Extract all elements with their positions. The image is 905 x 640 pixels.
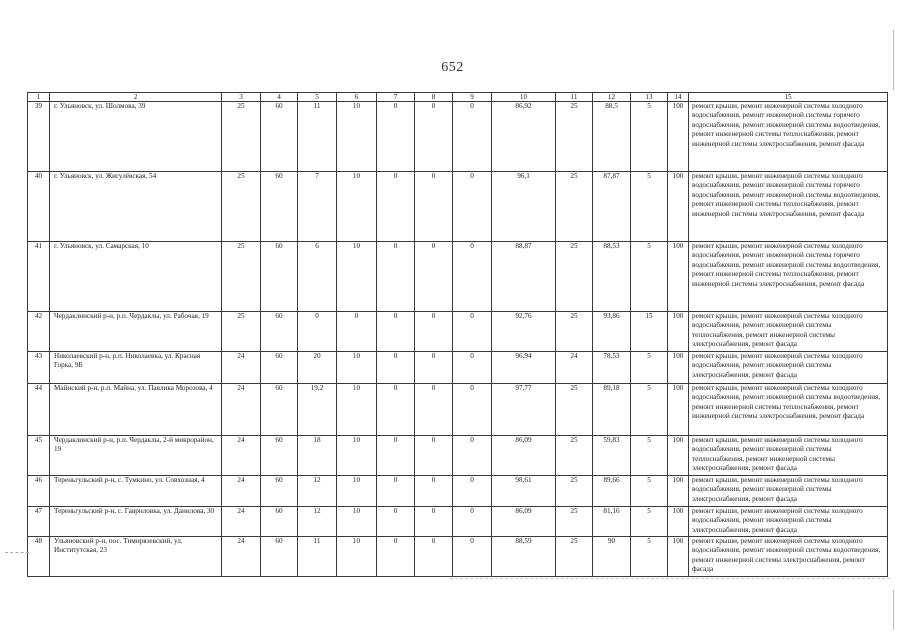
table-cell: 10 <box>337 242 377 312</box>
table-cell: 0 <box>415 172 453 242</box>
row-number: 46 <box>28 476 50 507</box>
address-cell: Чердаклинский р-н, р.п. Чердаклы, 2-й микрорайон, 19 <box>50 436 222 476</box>
table-cell: 10 <box>337 352 377 384</box>
table-header-row <box>28 93 888 102</box>
address-cell: Майнский р-н, р.п. Майна, ул. Павлика Морозова, 4 <box>50 384 222 436</box>
table-cell: 0 <box>415 242 453 312</box>
table-row <box>28 476 888 507</box>
table-cell: 0 <box>377 102 415 172</box>
table-cell: 0 <box>453 507 492 537</box>
table-row <box>28 102 888 172</box>
table-cell: 10 <box>337 537 377 577</box>
column-number: 4 <box>261 93 298 102</box>
table-cell: 0 <box>415 507 453 537</box>
works-description-cell: ремонт крыши, ремонт инженерной системы холодного водоснабжения, ремонт инженерной системы теплоснабжения, ремонт инженерной системы электроснабжения, ремонт фасада <box>689 436 888 476</box>
table-row <box>28 172 888 242</box>
table-cell: 24 <box>222 537 261 577</box>
column-number: 15 <box>689 93 888 102</box>
table-row <box>28 436 888 476</box>
scan-artifact <box>893 30 894 90</box>
table-cell: 10 <box>337 384 377 436</box>
table-cell: 24 <box>222 384 261 436</box>
works-description-cell: ремонт крыши, ремонт инженерной системы холодного водоснабжения, ремонт инженерной системы электроснабжения, ремонт фасада <box>689 352 888 384</box>
table-cell: 5 <box>631 242 668 312</box>
table-cell: 78,53 <box>593 352 631 384</box>
row-number: 48 <box>28 537 50 577</box>
scan-artifact <box>5 552 29 553</box>
table-cell: 60 <box>261 476 298 507</box>
table-cell: 19,2 <box>298 384 337 436</box>
table-cell: 96,94 <box>492 352 556 384</box>
table-cell: 88,87 <box>492 242 556 312</box>
table-cell: 60 <box>261 436 298 476</box>
table-cell: 25 <box>556 384 593 436</box>
column-number: 3 <box>222 93 261 102</box>
table-cell: 25 <box>222 312 261 352</box>
table-cell: 98,61 <box>492 476 556 507</box>
column-number: 7 <box>377 93 415 102</box>
table-cell: 89,66 <box>593 476 631 507</box>
row-number: 42 <box>28 312 50 352</box>
table-cell: 0 <box>415 102 453 172</box>
table-cell: 25 <box>556 242 593 312</box>
table-cell: 24 <box>222 436 261 476</box>
table-cell: 15 <box>631 312 668 352</box>
table-cell: 25 <box>556 537 593 577</box>
table-cell: 0 <box>415 352 453 384</box>
table-cell: 10 <box>337 476 377 507</box>
column-number: 5 <box>298 93 337 102</box>
address-cell: г. Ульяновск, ул. Самарская, 10 <box>50 242 222 312</box>
table-cell: 0 <box>415 476 453 507</box>
works-description-cell: ремонт крыши, ремонт инженерной системы холодного водоснабжения, ремонт инженерной системы водоотведения, ремонт инженерной системы теплоснабжения, ремонт инженерной системы электроснабжения, ремонт фасада <box>689 384 888 436</box>
table-cell: 24 <box>222 476 261 507</box>
address-cell: Чердаклинский р-н, р.п. Чердаклы, ул. Рабочая, 19 <box>50 312 222 352</box>
table-cell: 5 <box>631 102 668 172</box>
table-cell: 0 <box>415 436 453 476</box>
table-cell: 0 <box>377 312 415 352</box>
table-cell: 0 <box>377 476 415 507</box>
table-cell: 25 <box>556 102 593 172</box>
table-cell: 25 <box>556 507 593 537</box>
table-cell: 60 <box>261 102 298 172</box>
table-cell: 24 <box>222 352 261 384</box>
table-row <box>28 312 888 352</box>
works-description-cell: ремонт крыши, ремонт инженерной системы холодного водоснабжения, ремонт инженерной системы электроснабжения, ремонт фасада <box>689 476 888 507</box>
table-cell: 0 <box>453 172 492 242</box>
works-description-cell: ремонт крыши, ремонт инженерной системы холодного водоснабжения, ремонт инженерной системы теплоснабжения, ремонт инженерной системы электроснабжения, ремонт фасада <box>689 312 888 352</box>
table-cell: 87,87 <box>593 172 631 242</box>
table-cell: 25 <box>556 312 593 352</box>
table-cell: 81,16 <box>593 507 631 537</box>
row-number: 41 <box>28 242 50 312</box>
table-cell: 11 <box>298 537 337 577</box>
table-cell: 7 <box>298 172 337 242</box>
table-cell: 60 <box>261 537 298 577</box>
table-cell: 10 <box>337 436 377 476</box>
table-cell: 10 <box>337 102 377 172</box>
table-cell: 100 <box>668 102 689 172</box>
column-number: 6 <box>337 93 377 102</box>
table-cell: 100 <box>668 352 689 384</box>
table-cell: 60 <box>261 507 298 537</box>
table-cell: 25 <box>556 476 593 507</box>
works-description-cell: ремонт крыши, ремонт инженерной системы холодного водоснабжения, ремонт инженерной системы электроснабжения, ремонт фасада <box>689 507 888 537</box>
table-cell: 0 <box>377 436 415 476</box>
table-cell: 60 <box>261 352 298 384</box>
table-cell: 25 <box>222 242 261 312</box>
table-row <box>28 352 888 384</box>
table-cell: 5 <box>631 384 668 436</box>
table-cell: 90 <box>593 537 631 577</box>
table-cell: 100 <box>668 384 689 436</box>
table-row <box>28 242 888 312</box>
table-cell: 20 <box>298 352 337 384</box>
table-cell: 5 <box>631 172 668 242</box>
address-cell: Ульяновский р-н, пос. Тимирязевский, ул. Институтская, 23 <box>50 537 222 577</box>
table-cell: 25 <box>222 102 261 172</box>
table-cell: 100 <box>668 172 689 242</box>
table-cell: 0 <box>377 172 415 242</box>
table-cell: 97,77 <box>492 384 556 436</box>
table-cell: 100 <box>668 507 689 537</box>
table-cell: 25 <box>222 172 261 242</box>
address-cell: г. Ульяновск, ул. Шолмова, 39 <box>50 102 222 172</box>
table-cell: 86,92 <box>492 102 556 172</box>
table-cell: 100 <box>668 312 689 352</box>
row-number: 45 <box>28 436 50 476</box>
column-number: 10 <box>492 93 556 102</box>
works-description-cell: ремонт крыши, ремонт инженерной системы холодного водоснабжения, ремонт инженерной системы горячего водоснабжения, ремонт инженерной системы водоотведения, ремонт инженерной системы теплоснабжения, ремонт инженерной системы электроснабжения, ремонт фасада <box>689 172 888 242</box>
table-cell: 86,09 <box>492 436 556 476</box>
table-cell: 0 <box>453 436 492 476</box>
table-cell: 0 <box>337 312 377 352</box>
page-number: 652 <box>441 60 464 75</box>
row-number: 39 <box>28 102 50 172</box>
table-cell: 86,09 <box>492 507 556 537</box>
column-number: 11 <box>556 93 593 102</box>
table-cell: 60 <box>261 242 298 312</box>
table-cell: 0 <box>377 507 415 537</box>
table-cell: 0 <box>453 384 492 436</box>
table-cell: 25 <box>556 172 593 242</box>
table-cell: 0 <box>377 384 415 436</box>
table-cell: 5 <box>631 436 668 476</box>
table-cell: 0 <box>415 312 453 352</box>
table-cell: 0 <box>453 242 492 312</box>
table-cell: 0 <box>415 537 453 577</box>
table-cell: 88,59 <box>492 537 556 577</box>
table-cell: 0 <box>453 312 492 352</box>
scan-artifact <box>450 578 890 579</box>
table-row <box>28 507 888 537</box>
column-number: 1 <box>28 93 50 102</box>
table-row <box>28 384 888 436</box>
table-cell: 5 <box>631 476 668 507</box>
column-number: 2 <box>50 93 222 102</box>
table-cell: 59,83 <box>593 436 631 476</box>
table-cell: 0 <box>453 476 492 507</box>
address-cell: Тереньгульский р-н, с. Тумкино, ул. Совхозная, 4 <box>50 476 222 507</box>
column-number: 13 <box>631 93 668 102</box>
table-cell: 0 <box>377 537 415 577</box>
table-cell: 100 <box>668 476 689 507</box>
table-cell: 25 <box>556 436 593 476</box>
scan-artifact <box>893 590 894 630</box>
address-cell: г. Ульяновск, ул. Жигулёвская, 54 <box>50 172 222 242</box>
table-cell: 11 <box>298 102 337 172</box>
column-number: 14 <box>668 93 689 102</box>
table-cell: 100 <box>668 436 689 476</box>
row-number: 44 <box>28 384 50 436</box>
column-number: 12 <box>593 93 631 102</box>
table-cell: 10 <box>337 507 377 537</box>
table-cell: 12 <box>298 507 337 537</box>
table-cell: 18 <box>298 436 337 476</box>
table-cell: 0 <box>415 384 453 436</box>
address-cell: Тереньгульский р-н, с. Гавриловка, ул. Данилова, 30 <box>50 507 222 537</box>
table-cell: 12 <box>298 476 337 507</box>
table-cell: 0 <box>377 352 415 384</box>
row-number: 47 <box>28 507 50 537</box>
table-cell: 10 <box>337 172 377 242</box>
row-number: 43 <box>28 352 50 384</box>
table-cell: 100 <box>668 537 689 577</box>
table-cell: 5 <box>631 537 668 577</box>
table-cell: 0 <box>453 537 492 577</box>
row-number: 40 <box>28 172 50 242</box>
table-cell: 96,1 <box>492 172 556 242</box>
table-cell: 60 <box>261 384 298 436</box>
table-row <box>28 537 888 577</box>
table-cell: 0 <box>298 312 337 352</box>
table-cell: 0 <box>453 102 492 172</box>
table-cell: 5 <box>631 352 668 384</box>
address-cell: Николаевский р-н, р.п. Николаевка, ул. Красная Горка, 9Б <box>50 352 222 384</box>
table-cell: 24 <box>556 352 593 384</box>
table-cell: 93,86 <box>593 312 631 352</box>
table-cell: 88,53 <box>593 242 631 312</box>
table-cell: 6 <box>298 242 337 312</box>
works-table <box>27 92 888 577</box>
column-number: 8 <box>415 93 453 102</box>
table-cell: 0 <box>377 242 415 312</box>
table-cell: 0 <box>453 352 492 384</box>
works-description-cell: ремонт крыши, ремонт инженерной системы холодного водоснабжения, ремонт инженерной системы горячего водоснабжения, ремонт инженерной системы водоотведения, ремонт инженерной системы теплоснабжения, ремонт инженерной системы электроснабжения, ремонт фасада <box>689 242 888 312</box>
table-cell: 92,76 <box>492 312 556 352</box>
column-number: 9 <box>453 93 492 102</box>
works-description-cell: ремонт крыши, ремонт инженерной системы холодного водоснабжения, ремонт инженерной системы водоотведения, ремонт инженерной системы электроснабжения, ремонт фасада <box>689 537 888 577</box>
table-cell: 60 <box>261 172 298 242</box>
table-cell: 100 <box>668 242 689 312</box>
table-cell: 88,5 <box>593 102 631 172</box>
works-description-cell: ремонт крыши, ремонт инженерной системы холодного водоснабжения, ремонт инженерной системы горячего водоснабжения, ремонт инженерной системы водоотведения, ремонт инженерной системы теплоснабжения, ремонт инженерной системы электроснабжения, ремонт фасада <box>689 102 888 172</box>
table-cell: 5 <box>631 507 668 537</box>
table-cell: 24 <box>222 507 261 537</box>
table-cell: 89,18 <box>593 384 631 436</box>
table-cell: 60 <box>261 312 298 352</box>
